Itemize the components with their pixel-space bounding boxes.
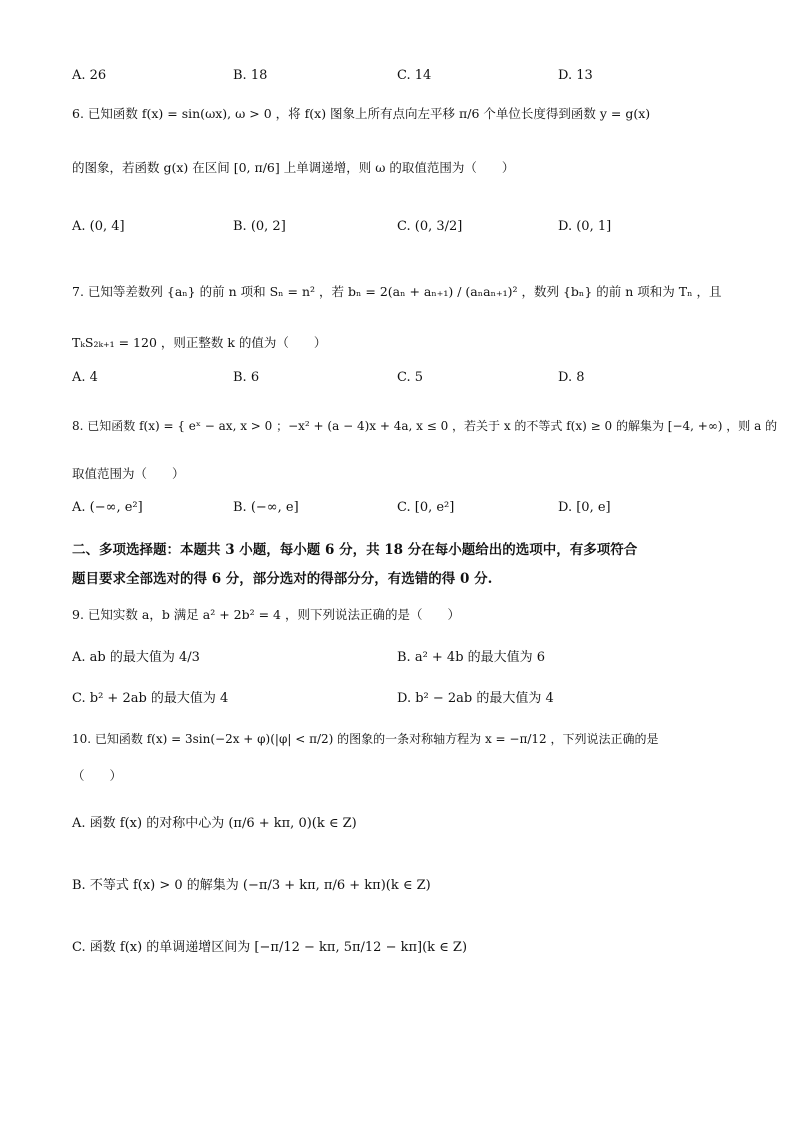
q6-option-a: A. (0, 4] [72, 219, 125, 234]
q6-option-b: B. (0, 2] [233, 219, 286, 234]
section2-heading-line2: 题目要求全部选对的得 6 分，部分选对的得部分分，有选错的得 0 分. [72, 571, 493, 587]
q8-option-d: D. [0, e] [558, 500, 611, 515]
q5-option-b: B. 18 [233, 68, 268, 83]
q9-option-c: C. b² + 2ab 的最大值为 4 [72, 691, 229, 706]
q6-option-c: C. (0, 3/2] [397, 219, 463, 234]
q8-option-a: A. (−∞, e²] [72, 500, 143, 515]
q6-stem-line2: 的图象，若函数 g(x) 在区间 [0, π/6] 上单调递增，则 ω 的取值范围为（ ） [72, 160, 515, 175]
q5-option-a: A. 26 [72, 68, 107, 83]
q9-stem: 9. 已知实数 a，b 满足 a² + 2b² = 4 ，则下列说法正确的是（ ） [72, 607, 460, 622]
q10-option-b: B. 不等式 f(x) > 0 的解集为 (−π/3 + kπ, π/6 + kπ)(k ∈ Z) [72, 878, 431, 893]
q8-stem-line2: 取值范围为（ ） [72, 466, 185, 481]
q6-option-d: D. (0, 1] [558, 219, 612, 234]
q10-option-a: A. 函数 f(x) 的对称中心为 (π/6 + kπ, 0)(k ∈ Z) [72, 816, 357, 831]
q7-stem-line1: 7. 已知等差数列 {aₙ} 的前 n 项和 Sₙ = n² ，若 bₙ = 2(aₙ + aₙ₊₁) / (aₙaₙ₊₁)² ，数列 {bₙ} 的前 n 项和为 Tₙ ，且 [72, 284, 722, 299]
q10-option-c: C. 函数 f(x) 的单调递增区间为 [−π/12 − kπ, 5π/12 − kπ](k ∈ Z) [72, 940, 468, 955]
q5-option-c: C. 14 [397, 68, 432, 83]
q9-option-d: D. b² − 2ab 的最大值为 4 [397, 691, 554, 706]
q7-stem-line2: TₖS₂ₖ₊₁ = 120 ，则正整数 k 的值为（ ） [72, 335, 327, 350]
q9-option-b: B. a² + 4b 的最大值为 6 [397, 650, 546, 665]
q8-option-b: B. (−∞, e] [233, 500, 299, 515]
q7-option-a: A. 4 [72, 370, 98, 385]
q5-option-d: D. 13 [558, 68, 593, 83]
q10-stem-line2: （ ） [72, 768, 123, 783]
q7-option-b: B. 6 [233, 370, 260, 385]
q8-stem-line1: 8. 已知函数 f(x) = { eˣ − ax, x > 0 ；−x² + (a − 4)x + 4a, x ≤ 0 ，若关于 x 的不等式 f(x) ≥ 0 的解集为 [−4, +∞) ，则 a 的 [72, 419, 778, 433]
q10-stem-line1: 10. 已知函数 f(x) = 3sin(−2x + φ)(|φ| < π/2) 的图象的一条对称轴方程为 x = −π/12 ，下列说法正确的是 [72, 732, 659, 746]
q9-option-a: A. ab 的最大值为 4/3 [72, 650, 200, 665]
q7-option-c: C. 5 [397, 370, 424, 385]
q7-option-d: D. 8 [558, 370, 585, 385]
section2-heading-line1: 二、多项选择题：本题共 3 小题，每小题 6 分，共 18 分在每小题给出的选项中，有多项符合 [72, 542, 638, 558]
q8-option-c: C. [0, e²] [397, 500, 455, 515]
q6-stem-line1: 6. 已知函数 f(x) = sin(ωx), ω > 0 ，将 f(x) 图象上所有点向左平移 π/6 个单位长度得到函数 y = g(x) [72, 106, 651, 121]
